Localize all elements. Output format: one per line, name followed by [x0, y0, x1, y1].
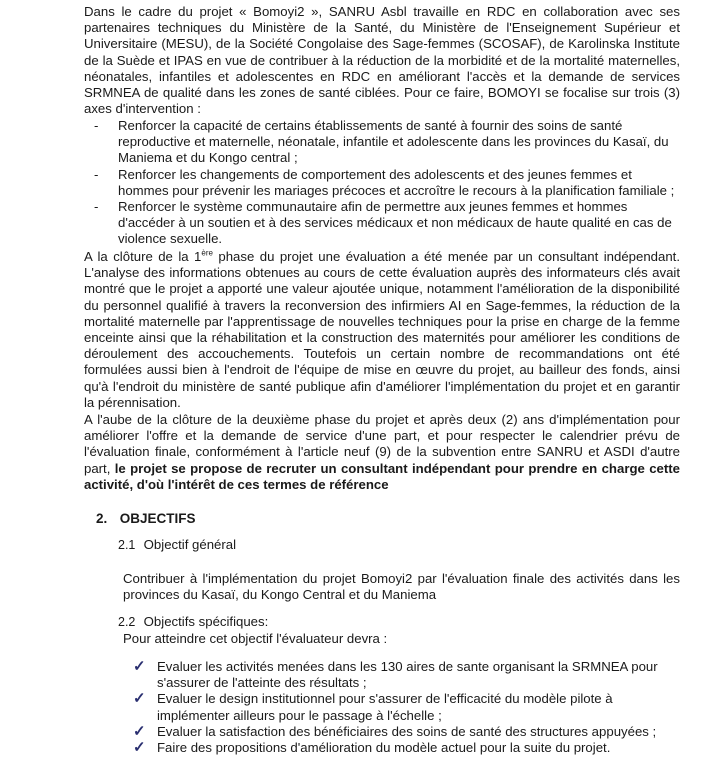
cloture-text-rest: phase du projet une évaluation a été menée par un consultant indépendant. L'analyse des informations obtenues au cours de cette évaluation auprès des informateurs clés avait montré que le projet a apporté une valeur ajoutée unique, notamment l'amélioration de la disponibilité du personnel qualifié à travers la reconversion des infirmiers AI en Sage-femmes, la réduction de la mortalité maternelle par l'apprentissage de nouvelles techniques pour la prise en charge de la femme enceinte ainsi que la réhabilitation et la construction des maternités pour améliorer les conditions de déroulement des accouchements. Toutefois un certain nombre de recommandations ont été formulées aussi bien à l'endroit de l'équipe de mise en œuvre du projet, au bailleur des fonds, ainsi qu'à l'endroit du ministère de santé publique afin d'améliorer l'implémentation du projet et en garantir la pérennisation.: [84, 249, 681, 410]
dash-marker: -: [94, 166, 99, 182]
list-item: [123, 691, 688, 723]
subsection-title: Objectif général: [143, 537, 237, 552]
list-item-text: Evaluer les activités menées dans les 130 aires de sante organisant la SRMNEA pour s'assurer de l'atteinte des résultats ;: [157, 659, 658, 691]
ordinal-superscript: ère: [201, 248, 213, 258]
general-objective-text: Contribuer à l'implémentation du projet Bomoyi2 par l'évaluation finale des activités dans les provinces du Kasaï, du Kongo Central et du Maniema: [123, 571, 680, 603]
subsection-title: Objectifs spécifiques:: [143, 614, 269, 629]
list-item-text: Renforcer la capacité de certains établissements de santé à fournir des soins de santé reproductive et maternelle, néonatale, infantile et adolescente dans les provinces du Kasaï, du Maniema et du Kongo central ;: [118, 118, 669, 166]
list-item-text: Faire des propositions d'amélioration du modèle actuel pour la suite du projet.: [157, 740, 611, 756]
list-item: [84, 167, 680, 199]
dash-marker: -: [94, 199, 99, 215]
subsection-number: 2.1: [118, 538, 136, 552]
checkmark-icon: ✓: [133, 722, 146, 740]
aube-text: A l'aube de la clôture de la deuxième phase du projet et après deux (2) ans d'implémentation pour améliorer l'offre et la demande de service d'une part, et pour respecter le calendrier prévu de l'évaluation finale, conformément à l'article neuf (9) de la subvention entre SANRU et ASDI d'autre part,: [84, 412, 680, 476]
intro-paragraph: Dans le cadre du projet « Bomoyi2 », SANRU Asbl travaille en RDC en collaboration avec ses partenaires techniques du Ministère de la Santé, du Ministère de l'Enseignement Supérieur et Universitaire (MESU), de la Société Congolaise des Sage-femmes (SCOSAF), de Karolinska Institute de la Suède et IPAS en vue de contribuer à la réduction de la morbidité et de la mortalité maternelles, néonatales, infantiles et adolescentes en RDC en améliorant l'accès et la demande de services SRMNEA de qualité dans les zones de santé ciblées. Pour ce faire, BOMOYI se focalise sur trois (3) axes d'intervention :: [84, 4, 680, 117]
list-item-text: Renforcer les changements de comportement des adolescents et des jeunes femmes et hommes pour prévenir les mariages précoces et accroître le recours à la planification familiale ;: [118, 166, 675, 198]
list-item: [84, 199, 680, 248]
section-title: OBJECTIFS: [119, 511, 196, 526]
cloture-paragraph: [84, 249, 680, 411]
section-heading-objectifs: [96, 511, 196, 526]
list-item: [123, 659, 688, 691]
list-item: [123, 740, 688, 756]
checkmark-icon: ✓: [133, 690, 146, 708]
subsection-heading-general: [118, 537, 236, 553]
checkmark-icon: ✓: [133, 739, 146, 757]
specific-lead-text: Pour atteindre cet objectif l'évaluateur devra :: [123, 631, 388, 646]
cloture-text-start: A la clôture de la 1: [84, 249, 202, 264]
axes-list: [84, 118, 680, 248]
checkmark-icon: ✓: [133, 658, 146, 675]
list-item-text: Evaluer la satisfaction des bénéficiaires des soins de santé des structures appuyées ;: [157, 723, 657, 739]
section-number: 2.: [96, 511, 108, 526]
list-item: [84, 118, 680, 167]
specific-objectives-list: [123, 659, 688, 756]
aube-bold-text: le projet se propose de recruter un consultant indépendant pour prendre en charge cette activité, d'où l'intérêt de ces termes de référence: [84, 460, 680, 492]
list-item: [123, 724, 688, 740]
subsection-number: 2.2: [118, 615, 136, 629]
list-item-text: Evaluer le design institutionnel pour s'assurer de l'efficacité du modèle pilote à implémenter ailleurs pour le passage à l'échelle ;: [157, 691, 613, 723]
aube-paragraph: [84, 412, 680, 493]
list-item-text: Renforcer le système communautaire afin de permettre aux jeunes femmes et hommes d'accéder à un soutien et à des services médicaux et non médicaux de haute qualité en cas de violence sexuelle.: [118, 199, 672, 247]
subsection-heading-specific: [118, 614, 268, 630]
dash-marker: -: [94, 118, 99, 133]
